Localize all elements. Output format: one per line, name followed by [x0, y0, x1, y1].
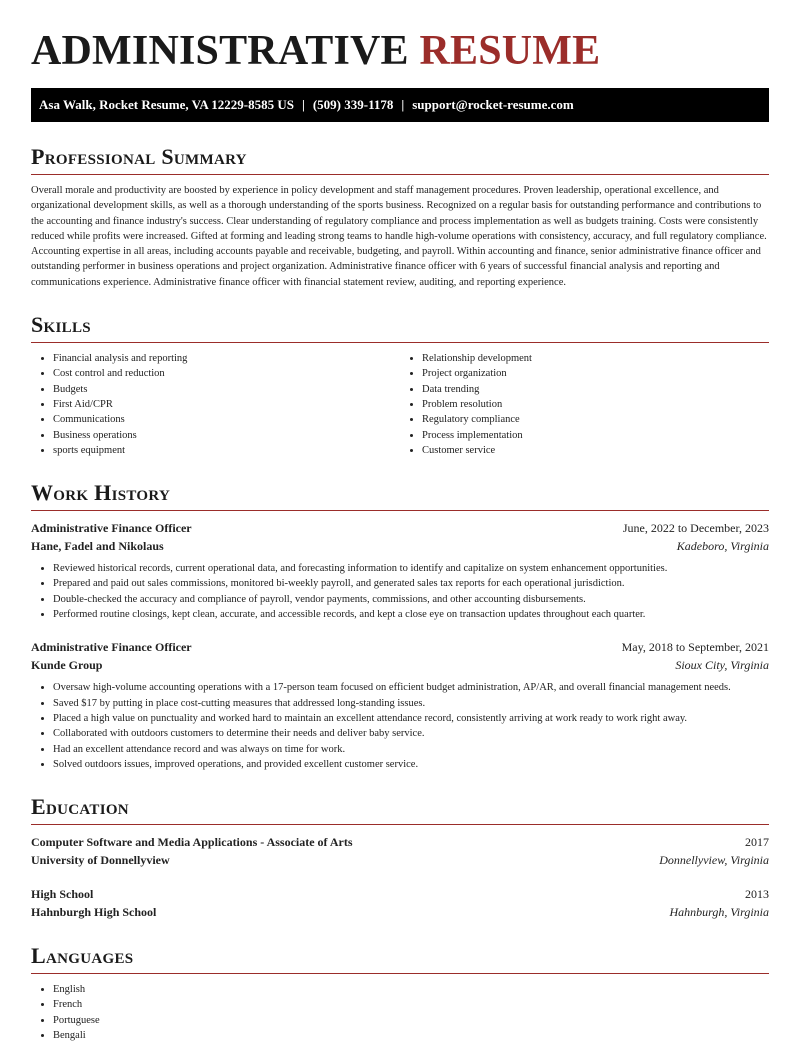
- skill-item: • Business operations: [53, 428, 400, 443]
- language-item: • Bengali: [53, 1028, 769, 1043]
- education-year: 2017: [745, 835, 769, 850]
- skill-item: • First Aid/CPR: [53, 397, 400, 412]
- job-bullet: • Performed routine closings, kept clean, accurate, and accessible records, and kept a close eye on transaction updates throughout each quarter.: [53, 607, 769, 622]
- contact-email[interactable]: support@rocket-resume.com: [412, 97, 574, 112]
- contact-address: Asa Walk, Rocket Resume, VA 12229-8585 US: [39, 97, 294, 112]
- job-dates: May, 2018 to September, 2021: [621, 640, 769, 655]
- title-accent: RESUME: [419, 28, 601, 74]
- contact-separator: |: [301, 97, 305, 112]
- job-dates: June, 2022 to December, 2023: [622, 521, 769, 536]
- summary-text: Overall morale and productivity are boosted by experience in policy development and staff management procedures. Proven leadership, operational excellence, and organizational development skills, as well as a thorough understanding of the sports business. Recognized on a regular basis for outstanding performance and contributions to the accounting and finance industry's success. Clear understanding of regulatory compliance and process implementation as well as budgets training. Costs were consistently reduced while profits were increased. Gifted at forming and leading strong teams to handle high-volume operations with consistency, accuracy, and full regulatory compliance. Accounting expertise in all areas, including accounts payable and receivable, budgeting, and payroll. Within accounting and finance, senior administrative finance officer and outstanding performer in business operations and project organization. Administrative finance officer with 6 years of successful financial analysis and reporting and communications experience. Administrative finance officer with financial statement review, auditing, and reporting experience.: [31, 185, 767, 288]
- skill-item: • sports equipment: [53, 443, 400, 458]
- job-bullets: [31, 680, 769, 772]
- resume-title: [31, 28, 769, 74]
- contact-phone: (509) 339-1178: [312, 97, 394, 112]
- job-bullet: • Double-checked the accuracy and compliance of payroll, vendor payments, commissions, and other accounting disbursements.: [53, 592, 769, 607]
- resume-page: [31, 0, 769, 1043]
- skills-list: [31, 351, 769, 458]
- education-entry: [31, 833, 769, 869]
- education-location: Donnellyview, Virginia: [659, 853, 769, 868]
- job-bullet: • Oversaw high-volume accounting operations with a 17-person team focused on efficient budget administration, AP/AR, and overall financial management needs.: [53, 680, 769, 695]
- skill-item: • Financial analysis and reporting: [53, 351, 400, 366]
- education-entry: [31, 885, 769, 921]
- job-entry: [31, 638, 769, 772]
- title-main: ADMINISTRATIVE: [31, 28, 409, 74]
- job-bullet: • Had an excellent attendance record and was always on time for work.: [53, 742, 769, 757]
- education-degree: High School: [31, 887, 94, 902]
- education-location: Hahnburgh, Virginia: [669, 905, 769, 920]
- job-location: Sioux City, Virginia: [675, 658, 769, 673]
- language-item: • Portuguese: [53, 1013, 769, 1028]
- skill-item: • Budgets: [53, 382, 400, 397]
- skill-item: • Communications: [53, 412, 400, 427]
- skill-item: • Customer service: [422, 443, 769, 458]
- skills-heading: Skills: [31, 312, 769, 343]
- job-bullet: • Saved $17 by putting in place cost-cutting measures that addressed long-standing issues.: [53, 696, 769, 711]
- skill-item: • Problem resolution: [422, 397, 769, 412]
- skill-item: • Cost control and reduction: [53, 366, 400, 381]
- skill-item: • Relationship development: [422, 351, 769, 366]
- job-bullet: • Solved outdoors issues, improved operations, and provided excellent customer service.: [53, 757, 769, 772]
- work-heading: Work History: [31, 480, 769, 511]
- job-bullet: • Placed a high value on punctuality and worked hard to maintain an excellent attendance record, consistently arriving at work ready to work right away.: [53, 711, 769, 726]
- summary-heading: Professional Summary: [31, 144, 769, 175]
- languages-list: [31, 982, 769, 1043]
- job-bullet: • Reviewed historical records, current operational data, and forecasting information to identify and capitalize on system enhancement opportunities.: [53, 561, 769, 576]
- education-school: Hahnburgh High School: [31, 905, 157, 920]
- job-location: Kadeboro, Virginia: [676, 539, 769, 554]
- job-company: Hane, Fadel and Nikolaus: [31, 539, 164, 554]
- languages-heading: Languages: [31, 943, 769, 974]
- education-school: University of Donnellyview: [31, 853, 170, 868]
- education-year: 2013: [745, 887, 769, 902]
- skill-item: • Data trending: [422, 382, 769, 397]
- job-company: Kunde Group: [31, 658, 103, 673]
- job-bullets: [31, 561, 769, 622]
- contact-bar: [31, 88, 769, 122]
- skills-right-column: [400, 351, 769, 458]
- job-bullet: • Collaborated with outdoors customers to determine their needs and deliver baby service.: [53, 726, 769, 741]
- skill-item: • Regulatory compliance: [422, 412, 769, 427]
- language-item: • French: [53, 997, 769, 1012]
- skill-item: • Project organization: [422, 366, 769, 381]
- job-entry: [31, 519, 769, 622]
- education-degree: Computer Software and Media Applications - Associate of Arts: [31, 835, 353, 850]
- contact-separator: |: [401, 97, 405, 112]
- language-item: • English: [53, 982, 769, 997]
- skills-left-column: [31, 351, 400, 458]
- education-heading: Education: [31, 794, 769, 825]
- job-role: Administrative Finance Officer: [31, 521, 192, 536]
- job-bullet: • Prepared and paid out sales commissions, monitored bi-weekly payroll, and generated sales tax reports for each operational jurisdiction.: [53, 576, 769, 591]
- skill-item: • Process implementation: [422, 428, 769, 443]
- job-role: Administrative Finance Officer: [31, 640, 192, 655]
